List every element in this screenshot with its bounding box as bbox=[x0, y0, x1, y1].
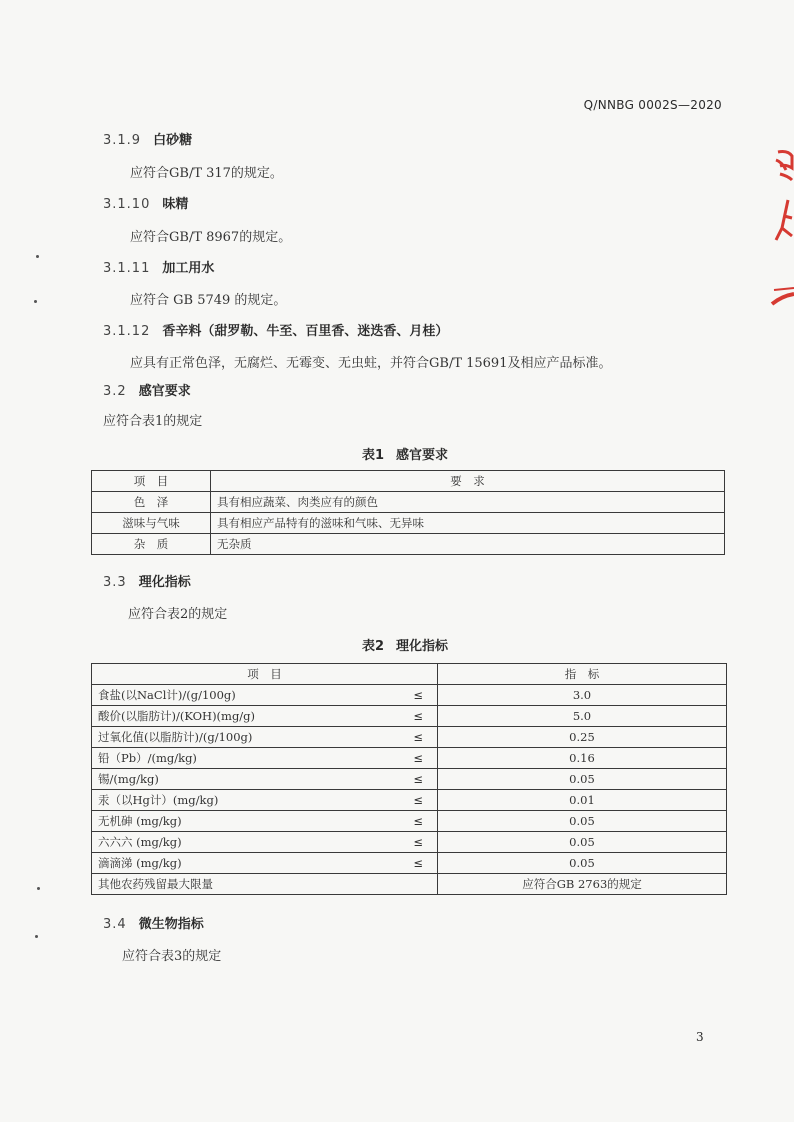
table-row bbox=[92, 706, 727, 727]
value-cell: 应符合GB 2763的规定 bbox=[437, 874, 726, 895]
value-cell: 0.05 bbox=[437, 811, 726, 832]
physicochemical-indicators-table bbox=[91, 663, 727, 895]
value-cell: 0.05 bbox=[437, 832, 726, 853]
table2-caption bbox=[362, 635, 448, 654]
section-heading bbox=[103, 193, 188, 212]
table-row bbox=[92, 811, 727, 832]
table-row bbox=[92, 790, 727, 811]
table-cell: 滋味与气味 bbox=[92, 513, 211, 534]
section-title: 微生物指标 bbox=[138, 917, 204, 932]
section-number: 3.1.10 bbox=[103, 197, 151, 212]
value-cell: 3.0 bbox=[437, 685, 726, 706]
section-text: 应符合 GB 5749 的规定。 bbox=[130, 293, 287, 308]
table-cell: 具有相应蔬菜、肉类应有的颜色 bbox=[211, 492, 725, 513]
table-row bbox=[92, 534, 725, 555]
scan-speck bbox=[37, 887, 40, 890]
table-row bbox=[92, 748, 727, 769]
operator-cell: ≤ bbox=[394, 727, 437, 748]
operator-cell: ≤ bbox=[394, 769, 437, 790]
table-header-row bbox=[92, 664, 727, 685]
table-row bbox=[92, 513, 725, 534]
section-heading bbox=[103, 571, 191, 590]
document-code: Q/NNBG 0002S—2020 bbox=[583, 98, 722, 112]
section-text: 应具有正常色泽，无腐烂、无霉变、无虫蛀，并符合GB/T 15691及相应产品标准。 bbox=[130, 356, 612, 371]
item-cell: 六六六 (mg/kg) bbox=[92, 832, 395, 853]
section-title: 加工用水 bbox=[162, 261, 215, 276]
header-cell: 项 目 bbox=[92, 664, 438, 685]
seal-stamp-fragment bbox=[768, 140, 794, 320]
item-cell: 食盐(以NaCl计)/(g/100g) bbox=[92, 685, 395, 706]
operator-cell: ≤ bbox=[394, 685, 437, 706]
section-title: 白砂糖 bbox=[153, 133, 193, 148]
item-cell: 酸价(以脂肪计)/(KOH)(mg/g) bbox=[92, 706, 395, 727]
section-title: 理化指标 bbox=[138, 575, 191, 590]
item-cell: 其他农药残留最大限量 bbox=[92, 874, 438, 895]
value-cell: 0.25 bbox=[437, 727, 726, 748]
scan-speck bbox=[35, 935, 38, 938]
section-text: 应符合GB/T 317的规定。 bbox=[130, 166, 283, 181]
value-cell: 0.05 bbox=[437, 769, 726, 790]
section-text: 应符合表3的规定 bbox=[122, 949, 222, 964]
section-title: 香辛料（甜罗勒、牛至、百里香、迷迭香、月桂） bbox=[162, 324, 449, 339]
table-row bbox=[92, 727, 727, 748]
item-cell: 滴滴涕 (mg/kg) bbox=[92, 853, 395, 874]
caption-number: 表2 bbox=[362, 639, 385, 654]
item-cell: 锡/(mg/kg) bbox=[92, 769, 395, 790]
section-heading bbox=[103, 380, 191, 399]
item-cell: 过氧化值(以脂肪计)/(g/100g) bbox=[92, 727, 395, 748]
table-header-row bbox=[92, 471, 725, 492]
header-cell: 指 标 bbox=[437, 664, 726, 685]
scan-speck bbox=[36, 255, 39, 258]
page-number: 3 bbox=[696, 1030, 704, 1044]
value-cell: 5.0 bbox=[437, 706, 726, 727]
operator-cell: ≤ bbox=[394, 811, 437, 832]
table-row bbox=[92, 832, 727, 853]
value-cell: 0.01 bbox=[437, 790, 726, 811]
section-number: 3.4 bbox=[103, 917, 127, 932]
section-text: 应符合表1的规定 bbox=[103, 414, 203, 429]
section-text: 应符合GB/T 8967的规定。 bbox=[130, 230, 292, 245]
caption-number: 表1 bbox=[362, 448, 385, 463]
value-cell: 0.05 bbox=[437, 853, 726, 874]
table-row bbox=[92, 853, 727, 874]
section-number: 3.2 bbox=[103, 384, 127, 399]
table-cell: 无杂质 bbox=[211, 534, 725, 555]
section-heading bbox=[103, 257, 214, 276]
operator-cell: ≤ bbox=[394, 832, 437, 853]
sensory-requirements-table bbox=[91, 470, 725, 555]
table1-caption bbox=[362, 444, 448, 463]
section-title: 味精 bbox=[162, 197, 189, 212]
operator-cell: ≤ bbox=[394, 853, 437, 874]
table-cell: 具有相应产品特有的滋味和气味、无异味 bbox=[211, 513, 725, 534]
value-cell: 0.16 bbox=[437, 748, 726, 769]
section-number: 3.1.12 bbox=[103, 324, 151, 339]
caption-title: 理化指标 bbox=[396, 639, 449, 654]
item-cell: 汞（以Hg计）(mg/kg) bbox=[92, 790, 395, 811]
header-cell: 项 目 bbox=[92, 471, 211, 492]
table-row bbox=[92, 874, 727, 895]
table-row bbox=[92, 685, 727, 706]
section-title: 感官要求 bbox=[138, 384, 191, 399]
item-cell: 无机砷 (mg/kg) bbox=[92, 811, 395, 832]
operator-cell: ≤ bbox=[394, 790, 437, 811]
table-row bbox=[92, 492, 725, 513]
item-cell: 铅（Pb）/(mg/kg) bbox=[92, 748, 395, 769]
table-row bbox=[92, 769, 727, 790]
scan-speck bbox=[34, 300, 37, 303]
header-cell: 要 求 bbox=[211, 471, 725, 492]
section-number: 3.1.11 bbox=[103, 261, 151, 276]
section-number: 3.3 bbox=[103, 575, 127, 590]
section-heading bbox=[103, 913, 204, 932]
section-text: 应符合表2的规定 bbox=[128, 607, 228, 622]
section-heading bbox=[103, 129, 192, 148]
section-number: 3.1.9 bbox=[103, 133, 142, 148]
caption-title: 感官要求 bbox=[396, 448, 449, 463]
table-cell: 杂 质 bbox=[92, 534, 211, 555]
section-heading bbox=[103, 320, 448, 339]
table-cell: 色 泽 bbox=[92, 492, 211, 513]
operator-cell: ≤ bbox=[394, 748, 437, 769]
operator-cell: ≤ bbox=[394, 706, 437, 727]
